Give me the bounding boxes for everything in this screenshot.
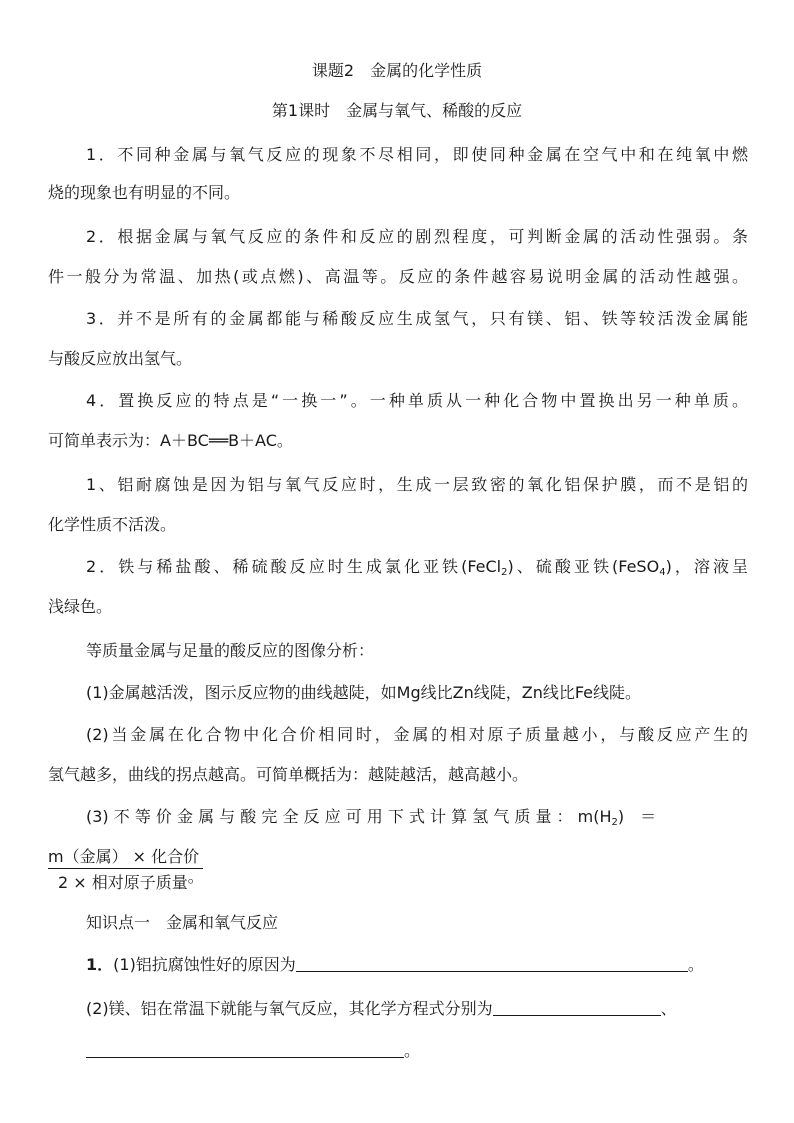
- analysis-2-line-1: (2)当金属在化合物中化合价相同时，金属的相对原子质量越小，与酸反应产生的: [86, 725, 748, 744]
- point-4-line-1: 4．置换反应的特点是“一换一”。一种单质从一种化合物中置换出另一种单质。: [86, 391, 748, 410]
- point-2-line-2: 件一般分为常温、加热(或点燃)、高温等。反应的条件越容易说明金属的活动性越强。: [48, 267, 748, 286]
- note-2-line-1: 2．铁与稀盐酸、稀硫酸反应时生成氯化亚铁(FeCl$_2$)、硫酸亚铁(FeSO$_4$)，溶液呈: [86, 557, 748, 578]
- point-2-line-1: 2．根据金属与氧气反应的条件和反应的剧烈程度，可判断金属的活动性强弱。条: [86, 227, 748, 246]
- analysis-3-line-1: (3) 不 等 价 金 属 与 酸 完 全 反 应 可 用 下 式 计 算 氢 气 质 量 ： $m(H_2)$ ＝: [86, 807, 657, 828]
- formula-denominator: 2 × 相对原子质量。: [58, 867, 204, 892]
- lesson-title: 课题2 金属的化学性质: [311, 61, 483, 80]
- formula-numerator: m（金属） × 化合价: [48, 846, 203, 869]
- point-4-line-2: 可简单表示为：A＋BC══B＋AC。: [48, 431, 293, 450]
- exercise-2-line-2: 。: [86, 1040, 748, 1062]
- answer-blank-3[interactable]: [86, 1041, 404, 1058]
- note-2-line-2: 浅绿色。: [48, 597, 113, 616]
- exercise-1: 1．(1)铝抗腐蚀性好的原因为 。: [86, 955, 704, 974]
- lesson-subtitle: 第1课时 金属与氧气、稀酸的反应: [271, 101, 523, 120]
- point-1-line-1: 1．不同种金属与氧气反应的现象不尽相同，即使同种金属在空气中和在纯氧中燃: [86, 145, 748, 164]
- point-3-line-1: 3．并不是所有的金属都能与稀酸反应生成氢气，只有镁、铝、铁等较活泼金属能: [86, 309, 748, 328]
- answer-blank-1[interactable]: [296, 955, 688, 972]
- knowledge-point-1: 知识点一 金属和氧气反应: [86, 913, 279, 932]
- note-1-line-1: 1、铝耐腐蚀是因为铝与氧气反应时，生成一层致密的氧化铝保护膜，而不是铝的: [86, 475, 748, 494]
- answer-blank-2[interactable]: [493, 999, 661, 1016]
- note-1-line-2: 化学性质不活泼。: [48, 515, 177, 534]
- exercise-2-line-1: (2)镁、铝在常温下就能与氧气反应，其化学方程式分别为 、: [86, 999, 677, 1018]
- analysis-1: (1)金属越活泼，图示反应物的曲线越陡，如Mg线比Zn线陡，Zn线比Fe线陡。: [86, 683, 642, 702]
- point-3-line-2: 与酸反应放出氢气。: [48, 349, 193, 368]
- analysis-heading: 等质量金属与足量的酸反应的图像分析：: [86, 641, 375, 660]
- point-1-line-2: 烧的现象也有明显的不同。: [48, 183, 241, 202]
- analysis-2-line-2: 氢气越多，曲线的拐点越高。可简单概括为：越陡越活，越高越小。: [48, 765, 529, 784]
